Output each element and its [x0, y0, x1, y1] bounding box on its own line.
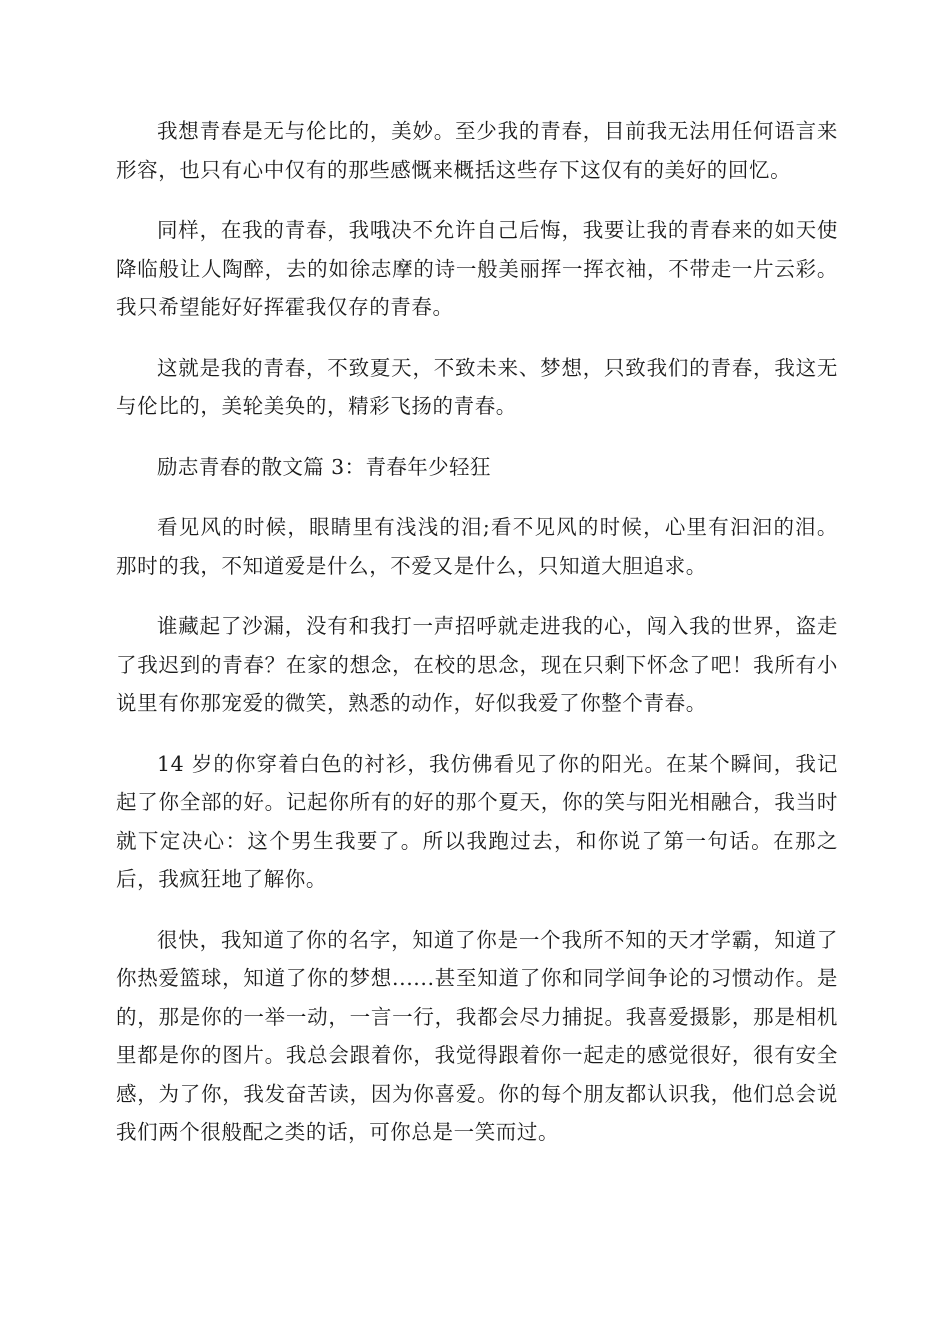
paragraph: 很快，我知道了你的名字，知道了你是一个我所不知的天才学霸，知道了你热爱篮球，知道了你的梦想......甚至知道了你和同学间争论的习惯动作。是的，那是你的一举一动，一言一行，我都会尽力捕捉。我喜爱摄影，那是相机里都是你的图片。我总会跟着你，我觉得跟着你一起走的感觉很好，很有安全感，为了你，我发奋苦读，因为你喜爱。你的每个朋友都认识我，他们总会说我们两个很般配之类的话，可你总是一笑而过。	[116, 927, 838, 1144]
paragraph: 同样，在我的青春，我哦决不允许自己后悔，我要让我的青春来的如天使降临般让人陶醉，去的如徐志摩的诗一般美丽挥一挥衣袖，不带走一片云彩。我只希望能好好挥霍我仅存的青春。	[116, 218, 838, 319]
section-heading: 励志青春的散文篇 3：青春年少轻狂	[157, 454, 491, 479]
paragraph: 这就是我的青春，不致夏天，不致未来、梦想，只致我们的青春，我这无与伦比的，美轮美奂的，精彩飞扬的青春。	[116, 355, 838, 418]
document-page	[116, 112, 838, 1174]
paragraph: 看见风的时候，眼睛里有浅浅的泪;看不见风的时候，心里有汩汩的泪。那时的我，不知道爱是什么，不爱又是什么，只知道大胆追求。	[116, 515, 838, 578]
paragraph: 谁藏起了沙漏，没有和我打一声招呼就走进我的心，闯入我的世界，盗走了我迟到的青春？在家的想念，在校的思念，现在只剩下怀念了吧！我所有小说里有你那宠爱的微笑，熟悉的动作，好似我爱了你整个青春。	[116, 614, 838, 715]
paragraph: 14 岁的你穿着白色的衬衫，我仿佛看见了你的阳光。在某个瞬间，我记起了你全部的好。记起你所有的好的那个夏天，你的笑与阳光相融合，我当时就下定决心：这个男生我要了。所以我跑过去，和你说了第一句话。在那之后，我疯狂地了解你。	[116, 751, 838, 891]
paragraph: 我想青春是无与伦比的，美妙。至少我的青春，目前我无法用任何语言来形容，也只有心中仅有的那些感慨来概括这些存下这仅有的美好的回忆。	[116, 119, 838, 182]
